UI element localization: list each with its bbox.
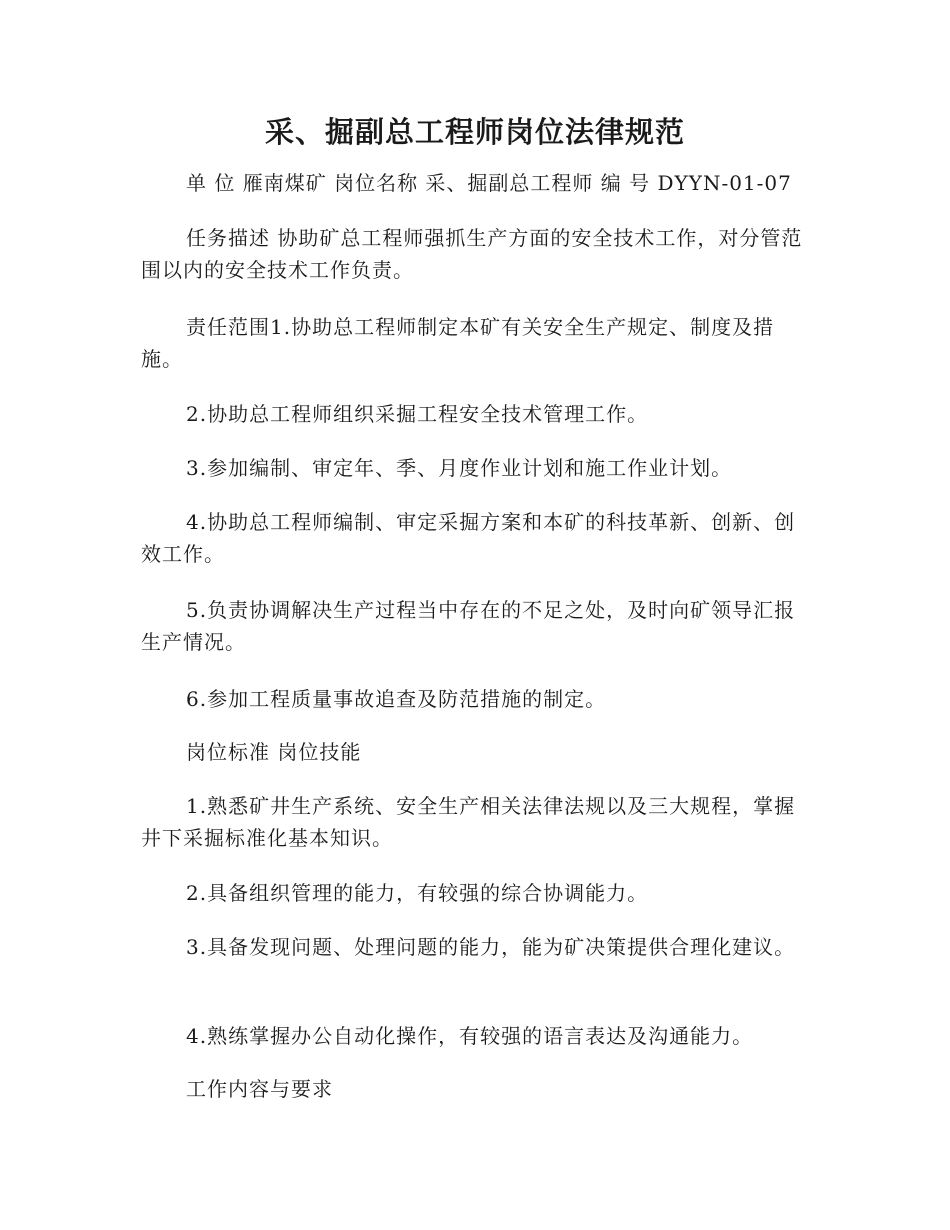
task-description: 任务描述 协助矿总工程师强抓生产方面的安全技术工作，对分管范围以内的安全技术工作负责。 (141, 226, 803, 282)
skill-1: 1.熟悉矿井生产系统、安全生产相关法律法规以及三大规程，掌握井下采掘标准化基本知识。 (141, 794, 796, 850)
info-line: 单 位 雁南煤矿 岗位名称 采、掘副总工程师 编 号 DYYN-01-07 (186, 171, 792, 195)
responsibility-1: 责任范围1.协助总工程师制定本矿有关安全生产规定、制度及措施。 (141, 315, 775, 371)
section-heading-standards: 岗位标准 岗位技能 (186, 740, 362, 764)
responsibility-2: 2.协助总工程师组织采掘工程安全技术管理工作。 (186, 402, 649, 426)
document-title: 采、掘副总工程师岗位法律规范 (264, 115, 685, 149)
responsibility-3: 3.参加编制、审定年、季、月度作业计划和施工作业计划。 (186, 456, 733, 480)
responsibility-4: 4.协助总工程师编制、审定采掘方案和本矿的科技革新、创新、创效工作。 (141, 510, 796, 566)
responsibility-6: 6.参加工程质量事故追查及防范措施的制定。 (186, 687, 607, 711)
section-heading-work: 工作内容与要求 (186, 1077, 333, 1101)
skill-4: 4.熟练掌握办公自动化操作，有较强的语言表达及沟通能力。 (186, 1024, 754, 1048)
responsibility-5: 5.负责协调解决生产过程当中存在的不足之处，及时向矿领导汇报生产情况。 (141, 598, 796, 654)
skill-2: 2.具备组织管理的能力，有较强的综合协调能力。 (186, 881, 649, 905)
skill-3: 3.具备发现问题、处理问题的能力，能为矿决策提供合理化建议。 (186, 935, 796, 959)
